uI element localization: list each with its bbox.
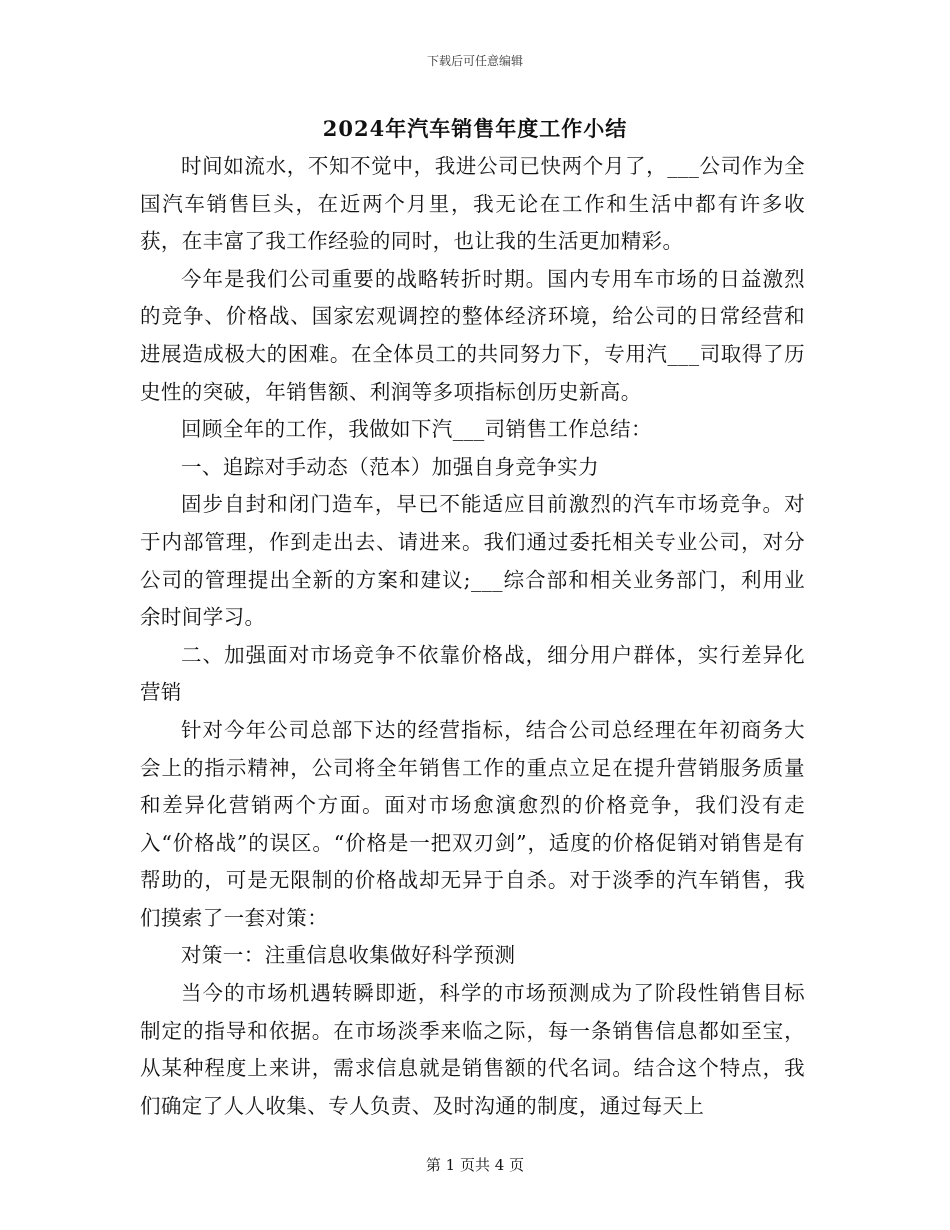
- paragraph-management: 固步自封和闭门造车，早已不能适应目前激烈的汽车市场竞争。对于内部管理，作到走出去、请进来。我们通过委托相关专业公司，对分公司的管理提出全新的方案和建议;___综合部和相关业务部门，利用业余时间学习。: [140, 492, 805, 630]
- paragraph-intro: 时间如流水，不知不觉中，我进公司已快两个月了，___公司作为全国汽车销售巨头，在近两个月里，我无论在工作和生活中都有许多收获，在丰富了我工作经验的同时，也让我的生活更加精彩。: [140, 154, 805, 254]
- paragraph-forecast: 当今的市场机遇转瞬即逝，科学的市场预测成为了阶段性销售目标制定的指导和依据。在市场淡季来临之际，每一条销售信息都如至宝，从某种程度上来讲，需求信息就是销售额的代名词。结合这个特点，我们确定了人人收集、专人负责、及时沟通的制度，通过每天上: [140, 981, 805, 1118]
- document-body: [140, 148, 805, 1125]
- page-header: 下载后可任意编辑: [426, 54, 523, 68]
- page-number: 第 1 页共 4 页: [425, 1156, 525, 1174]
- section-heading-1: 一、追踪对手动态（范本）加强自身竞争实力: [181, 454, 599, 479]
- section-heading-2: 二、加强面对市场竞争不依靠价格战，细分用户群体，实行差异化营销: [140, 642, 805, 705]
- paragraph-strategy: 今年是我们公司重要的战略转折时期。国内专用车市场的日益激烈的竞争、价格战、国家宏观调控的整体经济环境，给公司的日常经营和进展造成极大的困难。在全体员工的共同努力下，专用汽___司取得了历史性的突破，年销售额、利润等多项指标创历史新高。: [140, 266, 805, 404]
- document-title: 2024年汽车销售年度工作小结: [322, 116, 628, 141]
- paragraph-review: 回顾全年的工作，我做如下汽___司销售工作总结：: [181, 417, 652, 442]
- strategy-heading-1: 对策一：注重信息收集做好科学预测: [181, 943, 516, 968]
- paragraph-marketing: 针对今年公司总部下达的经营指标，结合公司总经理在年初商务大会上的指示精神，公司将全年销售工作的重点立足在提升营销服务质量和差异化营销两个方面。面对市场愈演愈烈的价格竞争，我们没有走入“价格战”的误区。“价格是一把双刃剑”，适度的价格促销对销售是有帮助的，可是无限制的价格战却无异于自杀。对于淡季的汽车销售，我们摸索了一套对策：: [140, 717, 805, 930]
